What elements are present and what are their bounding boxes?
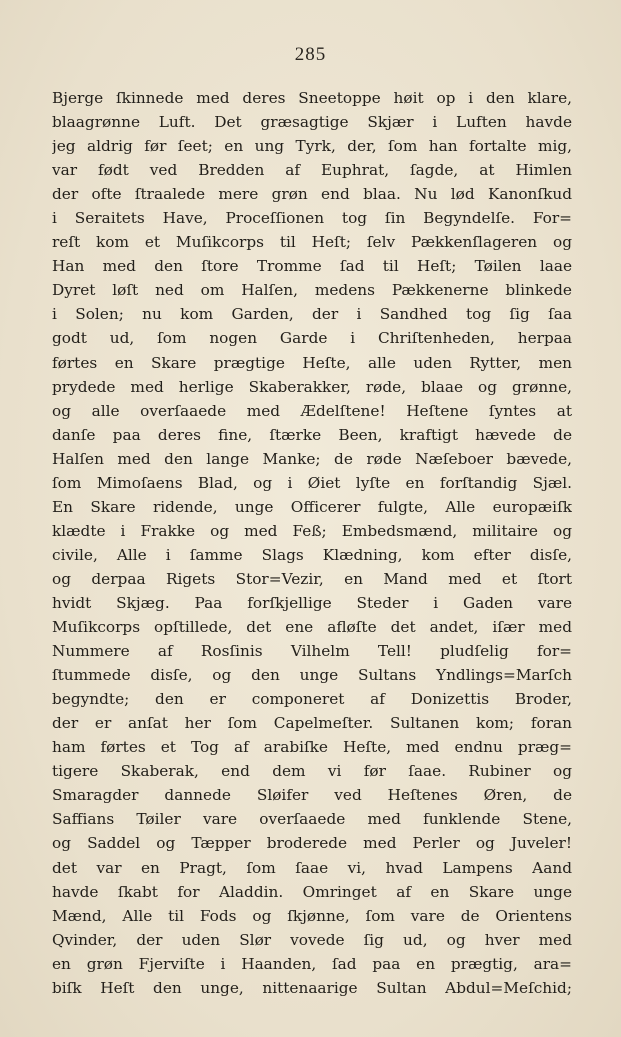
text-line: det var en Pragt, ſom ſaae vi, hvad Lampens Aand: [52, 858, 572, 877]
text-line: hvidt Skjæg. Paa forſkjellige Steder i Gaden vare: [52, 593, 572, 612]
text-line: prydede med herlige Skaberakker, røde, blaae og grønne,: [52, 377, 572, 396]
text-line: Han med den ſtore Tromme ſad til Heſt; Tøilen laae: [52, 257, 572, 276]
text-line: Mænd, Alle til Fods og ſkjønne, ſom vare de Orientens: [52, 906, 572, 925]
text-line: Bjerge ſkinnede med deres Sneetoppe høit op i den klare,: [52, 89, 572, 107]
page-number: 285: [294, 44, 327, 65]
body-text: [52, 86, 572, 1000]
text-line: godt ud, ſom nogen Garde i Chriſtenheden, herpaa: [52, 329, 572, 348]
text-line: tigere Skaberak, end dem vi før ſaae. Rubiner og: [52, 762, 572, 781]
text-line: havde ſkabt for Aladdin. Omringet af en Skare unge: [52, 882, 572, 901]
text-line: biſk Heſt den unge, nittenaarige Sultan Abdul=Meſchid;: [52, 978, 572, 997]
text-line: i Seraitets Have, Proceſſionen tog ſin Begyndelſe. For=: [52, 209, 572, 228]
text-line: i Solen; nu kom Garden, der i Sandhed tog ſig ſaa: [52, 305, 572, 324]
text-line: begyndte; den er componeret af Donizettis Broder,: [52, 690, 572, 709]
text-line: danſe paa deres fine, ſtærke Been, kraftigt hævede de: [52, 425, 572, 444]
text-line: ſtummede disſe, og den unge Sultans Yndlings=Marſch: [52, 666, 572, 685]
text-line: førtes en Skare prægtige Heſte, alle uden Rytter, men: [52, 353, 572, 372]
text-line: var født ved Bredden af Euphrat, ſagde, at Himlen: [52, 161, 572, 180]
text-line: civile, Alle i ſamme Slags Klædning, kom efter disſe,: [52, 545, 572, 564]
text-line: Nummere af Rosſinis Vilhelm Tell! pludſelig for=: [52, 642, 572, 661]
text-line: Smaragder dannede Sløifer ved Heſtenes Øren, de: [52, 786, 572, 805]
text-line: Dyret løſt ned om Halſen, medens Pækkenerne blinkede: [52, 281, 572, 300]
text-line: Saffians Tøiler vare overſaaede med funklende Stene,: [52, 810, 572, 829]
text-line: reſt kom et Muſikcorps til Heſt; ſelv Pækkenſlageren og: [52, 233, 572, 252]
text-line: en grøn Fjerviſte i Haanden, ſad paa en prægtig, ara=: [52, 954, 572, 973]
text-line: og Saddel og Tæpper broderede med Perler og Juveler!: [52, 834, 572, 853]
text-line: klædte i Frakke og med Feß; Embedsmænd, militaire og: [52, 521, 572, 540]
text-line: Muſikcorps opſtillede, det ene afløſte det andet, iſær med: [52, 618, 572, 637]
text-line: blaagrønne Luft. Det græsagtige Skjær i Luften havde: [52, 113, 572, 132]
text-line: og derpaa Rigets Stor=Vezir, en Mand med et ſtort: [52, 569, 572, 588]
text-line: der er anſat her ſom Capelmeſter. Sultanen kom; foran: [52, 714, 572, 733]
text-line: ham førtes et Tog af arabiſke Heſte, med endnu præg=: [52, 738, 572, 757]
text-line: der ofte ſtraalede mere grøn end blaa. Nu lød Kanonſkud: [52, 185, 572, 204]
text-line: ſom Mimoſaens Blad, og i Øiet lyſte en forſtandig Sjæl.: [52, 473, 572, 492]
text-line: og alle overſaaede med Ædelſtene! Heſtene ſyntes at: [52, 401, 572, 420]
text-line: jeg aldrig før ſeet; en ung Tyrk, der, ſom han fortalte mig,: [52, 137, 572, 156]
text-line: Halſen med den lange Manke; de røde Næſeboer bævede,: [52, 449, 572, 468]
text-line: En Skare ridende, unge Officerer fulgte, Alle europæiſk: [52, 497, 572, 516]
text-line: Qvinder, der uden Slør vovede ſig ud, og hver med: [52, 930, 572, 949]
